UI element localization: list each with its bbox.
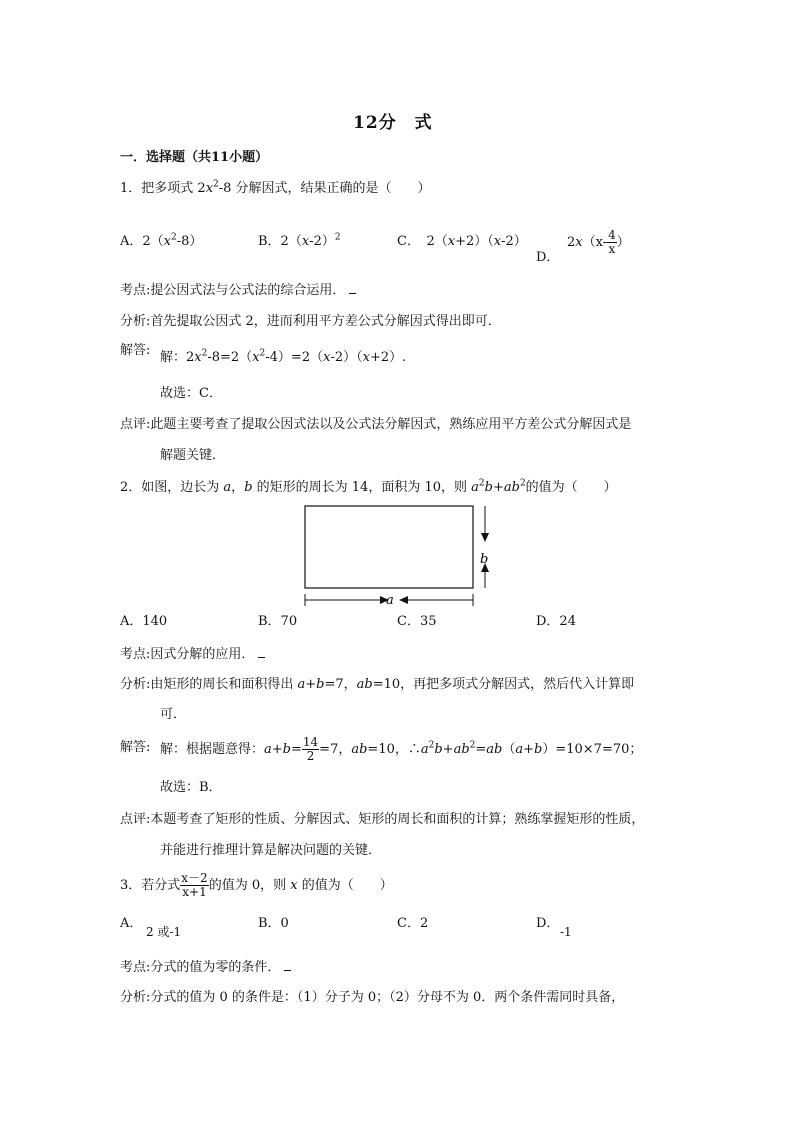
q3-kaodian: 考点:分式的值为零的条件． [120, 960, 291, 976]
q2-jieda-label: 解答: [120, 740, 151, 755]
q2-dianping-cont: 并能进行推理计算是解决问题的关键． [160, 843, 382, 858]
fraction: $\frac{14}{2}$ [302, 735, 319, 763]
q1-dianping: 点评:此题主要考查了提取公因式法以及公式法分解因式，熟练应用平方差公式分解因式是 [120, 417, 632, 432]
q2-option-a[interactable]: A．140 [120, 614, 168, 629]
q1-option-d-expression: 2x（x- $\frac{4}{x}$ ） [567, 228, 630, 256]
fraction: $\frac{4}{x}$ [608, 228, 616, 256]
q3-fenxi: 分析:分式的值为 0 的条件是：（1）分子为 0；（2）分母不为 0．两个条件需同时具备， [120, 990, 625, 1005]
a-label: a [386, 593, 394, 606]
q3-stem: 3．若分式 $\frac{x-2}{x+1}$ 的值为 0，则 x 的值为（ ） [120, 871, 393, 899]
fraction: $\frac{x-2}{x+1}$ [181, 871, 208, 899]
q1-stem: 1．把多项式 $2x^2-8$ 分解因式，结果正确的是（ ） [120, 179, 431, 196]
q1-option-c[interactable]: C． 2（x+2）（x-2） [397, 234, 527, 249]
q2-option-d[interactable]: D．24 [536, 614, 576, 629]
b-label: b [480, 552, 489, 567]
q3-option-a-label[interactable]: A． [120, 916, 143, 931]
q1-jieda: 解：$2x^2-8=2(x^2-4)=2(x-2)(x+2)$. [160, 348, 407, 365]
q2-fenxi: 分析:由矩形的周长和面积得出 a+b=7，ab=10，再把多项式分解因式，然后代入计算即 [120, 677, 635, 692]
q3-option-d-value: -1 [560, 925, 572, 939]
section-heading: 一．选择题（共11小题） [120, 150, 269, 165]
q1-dianping-cont: 解题关键． [160, 448, 226, 463]
q2-stem: 2．如图，边长为 a，b 的矩形的周长为 14，面积为 10，则 $a^2b+ab^2$的值为（ ） [120, 478, 617, 495]
q1-fenxi: 分析:首先提取公因式 2，进而利用平方差公式分解因式得出即可． [120, 314, 501, 329]
rectangle-figure [298, 500, 498, 606]
q2-fenxi-cont: 可． [160, 707, 187, 722]
rectangle [305, 506, 473, 588]
q2-jieda: 解：根据题意得：a+b= $\frac{14}{2}$ =7，ab=10，$\therefore a^2b+ab^2=ab(a+b)=10\times 7=70$； [160, 735, 643, 763]
q2-dianping: 点评:本题考查了矩形的性质、分解因式、矩形的周长和面积的计算；熟练掌握矩形的性质， [120, 812, 645, 827]
q1-jieda-label: 解答: [120, 343, 151, 358]
q1-answer: 故选：C． [160, 386, 222, 401]
q2-option-c[interactable]: C．35 [397, 614, 437, 629]
q3-option-b[interactable]: B．0 [258, 916, 289, 931]
q1-option-a[interactable]: A．$2(x^2-8)$ [120, 232, 203, 249]
page-title: 12分 式 [353, 113, 433, 133]
a-arrow-left [399, 596, 408, 604]
q1-kaodian: 考点:提公因式法与公式法的综合运用． [120, 283, 356, 299]
q2-option-b[interactable]: B．70 [258, 614, 298, 629]
q2-answer: 故选：B． [160, 780, 222, 795]
q2-kaodian: 考点:因式分解的应用． [120, 647, 265, 663]
q1-option-b[interactable]: B．$2(x-2)^2$ [258, 232, 341, 249]
q1-option-d-label[interactable]: D． [536, 250, 560, 265]
b-arrow-down [481, 533, 489, 542]
q3-option-c[interactable]: C．2 [397, 916, 429, 931]
q3-option-a-value: 2 或-1 [146, 925, 182, 939]
q3-option-d-label[interactable]: D． [536, 916, 560, 931]
